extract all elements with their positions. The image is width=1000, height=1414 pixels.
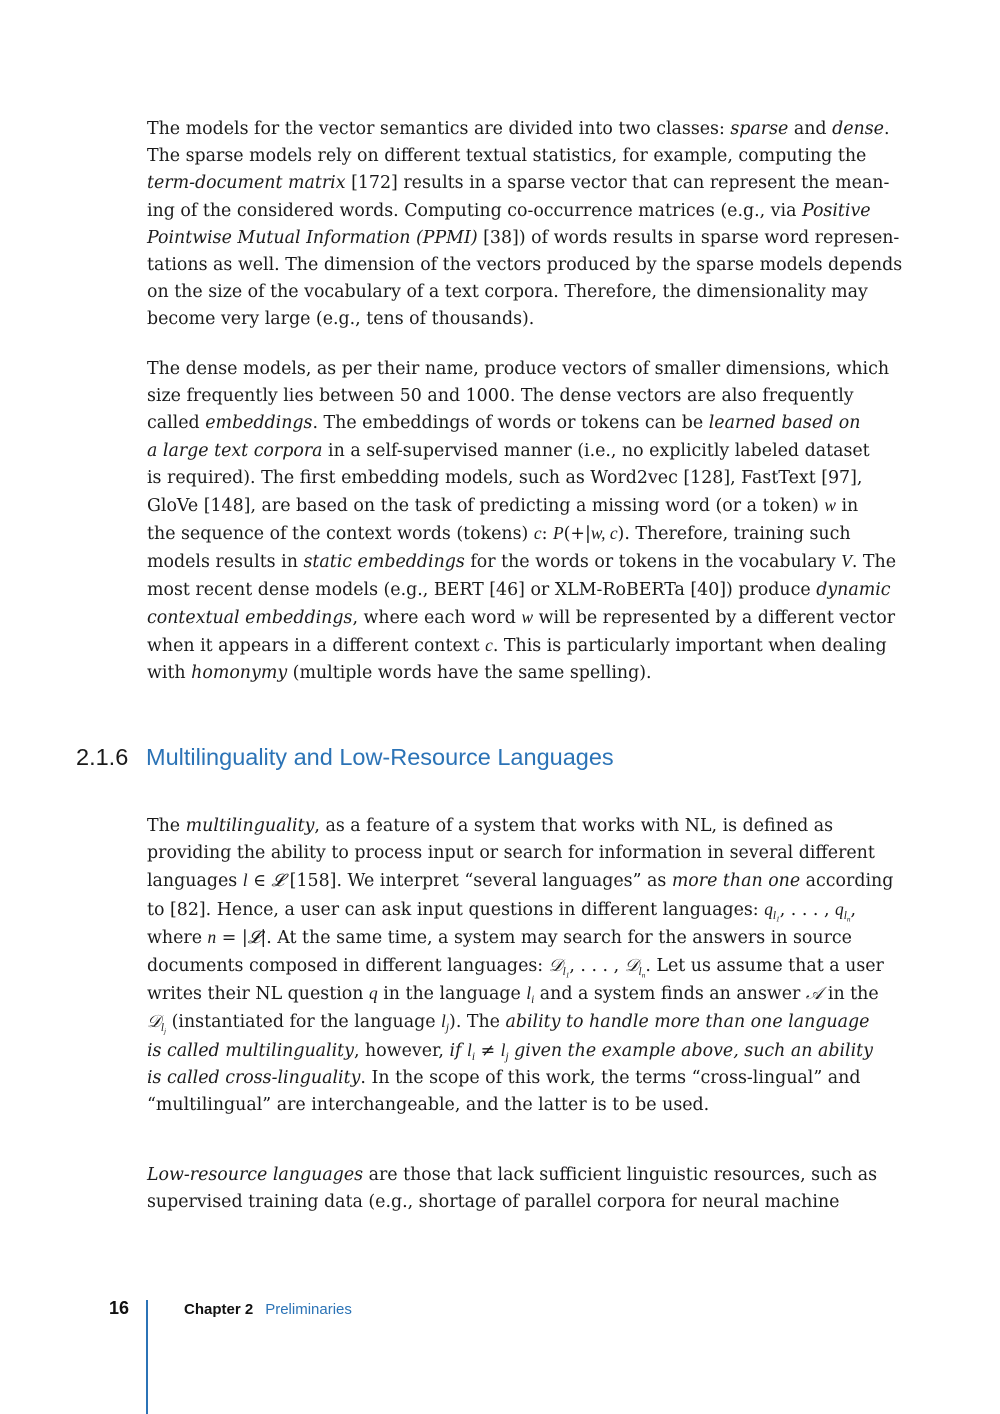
text-line: “multilingual” are interchangeable, and the latter is to be used. <box>147 1095 710 1116</box>
text-line: to [82]. Hence, a user can ask input questions in different languages: $q_{l_1}$, . . . , $q_{l_n}$, <box>147 898 857 924</box>
text-line: contextual embeddings, where each word w will be represented by a different vector <box>147 606 896 628</box>
text-line: The sparse models rely on different textual statistics, for example, computing the <box>147 146 867 167</box>
text-line: term-document matrix [172] results in a sparse vector that can represent the mean- <box>147 173 890 194</box>
text-line: a large text corpora in a self-supervised manner (i.e., no explicitly labeled dataset <box>147 440 870 461</box>
text-line: called embeddings. The embeddings of words or tokens can be learned based on <box>147 413 861 434</box>
chapter-label: Chapter 2 <box>184 1301 254 1318</box>
text-line: The dense models, as per their name, produce vectors of smaller dimensions, which <box>147 359 890 379</box>
text-line: tations as well. The dimension of the vectors produced by the sparse models depends <box>147 255 903 276</box>
text-line: documents composed in different languages: 𝒟$_{l_1}$, . . . , 𝒟$_{l_n}$. Let us assume that a user <box>147 955 884 980</box>
text-line: GloVe [148], are based on the task of predicting a missing word (or a token) w in <box>147 495 859 517</box>
text-line: models results in static embeddings for the words or tokens in the vocabulary V. The <box>147 551 897 573</box>
page-number: 16 <box>109 1298 130 1318</box>
section-title: Multilinguality and Low-Resource Languages <box>146 744 614 770</box>
text-line: Pointwise Mutual Information (PPMI) [38]) of words results in sparse word represen- <box>147 227 900 248</box>
text-line: when it appears in a different context c. This is particularly important when dealing <box>147 635 887 657</box>
text-line: ing of the considered words. Computing co-occurrence matrices (e.g., via Positive <box>147 200 871 221</box>
text-line: 𝒟$_{l_j}$ (instantiated for the language $l_j$). The ability to handle more than one language <box>147 1011 870 1036</box>
text-line: supervised training data (e.g., shortage of parallel corpora for neural machine <box>147 1192 840 1213</box>
text-line: the sequence of the context words (tokens) c: P(+|w, c). Therefore, training such <box>147 523 851 545</box>
text-line: Low-resource languages are those that lack sufficient linguistic resources, such as <box>147 1165 878 1185</box>
paragraph-dense-models <box>147 356 897 687</box>
text-line: is required). The first embedding models, such as Word2vec [128], FastText [97], <box>147 467 863 488</box>
paragraph-vector-semantics <box>147 116 903 334</box>
text-line: with homonymy (multiple words have the same spelling). <box>147 663 652 684</box>
chapter-name: Preliminaries <box>265 1301 352 1318</box>
text-line: is called multilinguality, however, if $l_i \ne l_j$ given the example above, such an ability <box>147 1039 873 1063</box>
text-line: writes their NL question q in the language $l_i$ and a system finds an answer 𝒜 in the <box>147 983 879 1007</box>
paragraph-multilinguality <box>147 813 894 1119</box>
section-number: 2.1.6 <box>76 744 129 770</box>
section-heading <box>76 744 614 771</box>
text-line: become very large (e.g., tens of thousands). <box>147 309 535 330</box>
text-line: The models for the vector semantics are divided into two classes: sparse and dense. <box>147 119 890 139</box>
footer-divider <box>146 1300 148 1414</box>
text-line: providing the ability to process input or search for information in several different <box>147 843 875 864</box>
text-line: is called cross-linguality. In the scope of this work, the terms “cross-lingual” and <box>147 1067 861 1088</box>
running-footer <box>184 1301 352 1318</box>
text-line: The multilinguality, as a feature of a system that works with NL, is defined as <box>147 816 834 836</box>
text-line: size frequently lies between 50 and 1000. The dense vectors are also frequently <box>147 386 854 407</box>
text-line: on the size of the vocabulary of a text corpora. Therefore, the dimensionality may <box>147 282 868 303</box>
text-line: languages l ∈ 𝓛 [158]. We interpret “several languages” as more than one according <box>147 870 894 892</box>
text-line: where n = |𝓛|. At the same time, a system may search for the answers in source <box>147 926 852 948</box>
text-line: most recent dense models (e.g., BERT [46] or XLM-RoBERTa [40]) produce dynamic <box>147 579 891 600</box>
paragraph-low-resource-languages <box>147 1162 878 1216</box>
